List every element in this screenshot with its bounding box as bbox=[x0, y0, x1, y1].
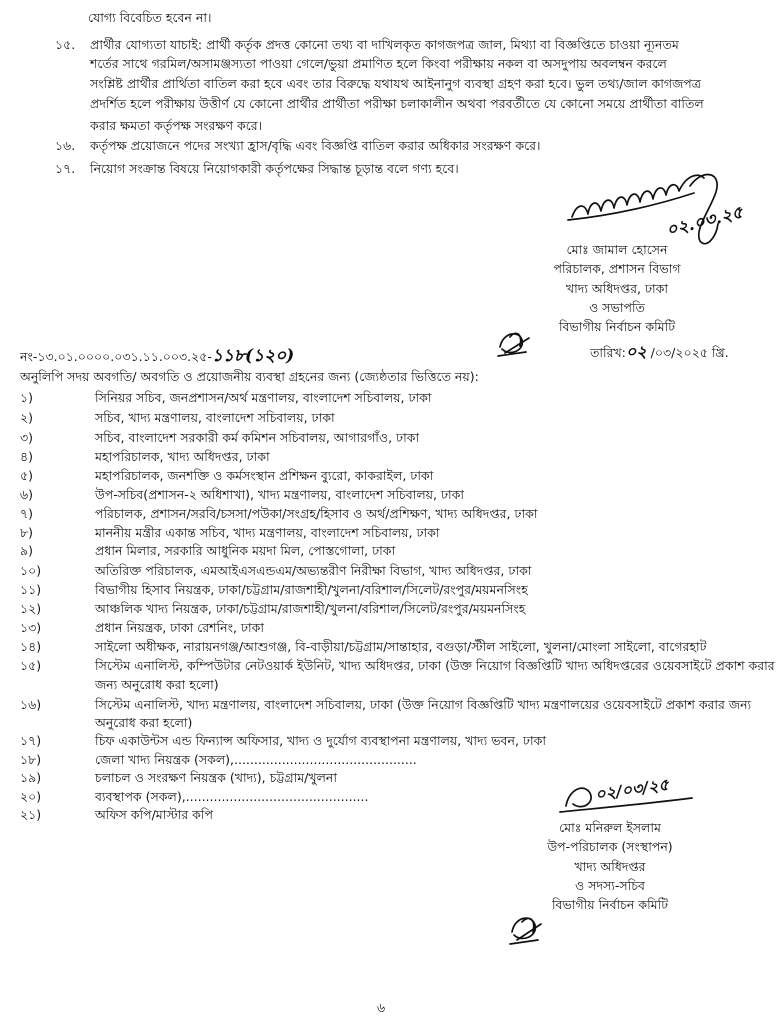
page-number: ৬ bbox=[377, 1000, 386, 1015]
signatory-designation: উপ-পরিচালক (সংস্থাপন) bbox=[547, 839, 673, 855]
initials-2 bbox=[510, 918, 541, 944]
copy-list-text: সিস্টেম এনালিস্ট, খাদ্য মন্ত্রণালয়, বাংলাদেশ সচিবালয়, ঢাকা (উক্ত নিয়োগ বিজ্ঞপ্তিটি খাদ্য মন্ত্রণালয়ের ওয়েবসাইটে প্রকাশ করার জন্য bbox=[95, 697, 752, 712]
copy-list-text: পরিচালক, প্রশাসন/সরবি/চসসা/পউকা/সংগ্রহ/হিসাব ও অর্থ/প্রশিক্ষণ, খাদ্য অধিদপ্তর, ঢাকা bbox=[95, 506, 538, 521]
copy-list-number: ২০) bbox=[20, 789, 42, 804]
clause-text-line: কর্তৃপক্ষ প্রয়োজনে পদের সংখ্যা হ্রাস/বৃদ্ধি এবং বিজ্ঞপ্তি বাতিল করার অধিকার সংরক্ষণ করে। bbox=[90, 138, 541, 153]
copy-list-number: ১৪) bbox=[20, 639, 42, 654]
signature-1-loops bbox=[572, 175, 704, 217]
copy-list-text: অনুরোধ করা হলো) bbox=[95, 715, 193, 730]
memo-date bbox=[590, 344, 729, 361]
clause-text-line: সংশ্লিষ্ট প্রার্থীর প্রার্থিতা বাতিল করা হবে এবং তার বিরুদ্ধে যথাযথ আইনানুগ ব্যবস্থা গ্রহণ করা হবে। ভুল তথ্য/জাল কাগজপত্র bbox=[90, 76, 701, 91]
copy-list-text: অতিরিক্ত পরিচালক, এমআইএসএন্ডএম/অভ্যন্তরীণ নিরীক্ষা বিভাগ, খাদ্য অধিদপ্তর, ঢাকা bbox=[95, 563, 532, 578]
memo-date-rest: /০৩/২০২৫ খ্রি. bbox=[646, 345, 729, 360]
copy-list-text: সিস্টেম এনালিস্ট, কম্পিউটার নেটওয়ার্ক ইউনিট, খাদ্য অধিদপ্তর, ঢাকা (উক্ত নিয়োগ বিজ্ঞপ্তিটি খাদ্য অধিদপ্তরের ওয়েবসাইটে প্রকাশ করার bbox=[95, 658, 775, 673]
memo-number bbox=[20, 348, 294, 365]
signatory-role: ও সদস্য-সচিব bbox=[575, 877, 645, 893]
copy-list-number: ২) bbox=[20, 410, 34, 425]
clause-number: ১৭. bbox=[55, 161, 76, 176]
clause-text-line: শর্তের সাথে গরমিল/অসামঞ্জস্যতা পাওয়া গেলে/ভুয়া প্রমাণিত হলে কিংবা পরীক্ষায় নকল বা অসদুপায় অবলম্বন করলে bbox=[90, 56, 667, 71]
copy-list-text: প্রধান নিয়ন্ত্রক, ঢাকা রেশনিং, ঢাকা bbox=[95, 620, 264, 635]
signature-1-flourish bbox=[690, 175, 718, 244]
signatory-committee: বিভাগীয় নির্বাচন কমিটি bbox=[558, 319, 676, 335]
copy-list-number: ১৩) bbox=[20, 620, 42, 635]
signatory-office: খাদ্য অধিদপ্তর bbox=[574, 858, 646, 874]
copy-list-number: ৪) bbox=[20, 449, 33, 464]
signature-1 bbox=[568, 175, 746, 244]
continuation-line: যোগ্য বিবেচিত হবেন না। bbox=[88, 10, 212, 25]
copy-list-number: ৭) bbox=[20, 506, 34, 521]
copy-list-text: মহাপরিচালক, খাদ্য অধিদপ্তর, ঢাকা bbox=[95, 449, 270, 464]
signature-2-date: ০২/০৩/২৫ bbox=[593, 774, 670, 804]
copy-list-number: ৬) bbox=[20, 487, 34, 502]
signatory-office: খাদ্য অধিদপ্তর, ঢাকা bbox=[565, 280, 669, 296]
clause-text-line: নিয়োগ সংক্রান্ত বিষয়ে নিয়োগকারী কর্তৃপক্ষের সিদ্ধান্ত চূড়ান্ত বলে গণ্য হবে। bbox=[90, 161, 459, 176]
copy-list-number: ১৮) bbox=[20, 752, 42, 767]
copy-list-text: জেলা খাদ্য নিয়ন্ত্রক (সকল),.............................................. bbox=[95, 752, 417, 767]
signatory-name: মোঃ জামাল হোসেন bbox=[566, 242, 668, 257]
copy-list-number: ১০) bbox=[20, 563, 42, 578]
signature-1-date: ০২.০৩.২৫ bbox=[664, 202, 746, 241]
signatory-committee: বিভাগীয় নির্বাচন কমিটি bbox=[551, 897, 669, 913]
copy-list-text: সচিব, বাংলাদেশ সরকারী কর্ম কমিশন সচিবালয়, আগারগাঁও, ঢাকা bbox=[95, 430, 420, 445]
copy-intro: অনুলিপি সদয় অবগতি/ অবগতি ও প্রয়োজনীয় ব্যবস্থা গ্রহনের জন্য (জ্যেষ্ঠতার ভিত্তিতে নয়): bbox=[20, 369, 479, 384]
copy-list-text: সাইলো অধীক্ষক, নারায়নগঞ্জ/আশুগঞ্জ, বি-বাড়ীয়া/চট্টগ্রাম/সান্তাহার, বগুড়া/স্টীল সাইলো, খুলনা/মোংলা সাইলো, বাগেরহাট bbox=[95, 639, 707, 654]
signature-1-baseline bbox=[568, 193, 694, 220]
copy-list-number: ২১) bbox=[20, 807, 42, 822]
copy-list-number: ১৬) bbox=[20, 697, 42, 712]
copy-list-number: ১২) bbox=[20, 601, 42, 616]
copy-list-text: জন্য অনুরোধ করা হলো) bbox=[95, 677, 219, 692]
signatory-role: ও সভাপতি bbox=[589, 299, 645, 315]
memo-number-prefix: নং-১৩.০১.০০০০.০৩১.১১.০০৩.২৫- bbox=[20, 349, 212, 364]
memo-date-day: ০২ bbox=[625, 342, 647, 361]
copy-list-text: সিনিয়র সচিব, জনপ্রশাসন/অর্থ মন্ত্রণালয়, বাংলাদেশ সচিবালয়, ঢাকা bbox=[95, 390, 432, 405]
copy-list-number: ৩) bbox=[20, 430, 34, 445]
memo-date-label: তারিখ: bbox=[590, 345, 626, 360]
copy-list-text: অফিস কপি/মাস্টার কপি bbox=[95, 807, 213, 822]
copy-list-text: আঞ্চলিক খাদ্য নিয়ন্ত্রক, ঢাকা/চট্টগ্রাম/রাজশাহী/খুলনা/বরিশাল/সিলেট/রংপুর/ময়মনসিংহ bbox=[95, 601, 526, 616]
copy-list-number: ১৫) bbox=[20, 658, 42, 673]
signatory-2-block bbox=[500, 820, 720, 916]
clause-text-line: করার ক্ষমতা কর্তৃপক্ষ সংরক্ষণ করে। bbox=[90, 118, 263, 133]
copy-list-number: ৮) bbox=[20, 525, 33, 540]
signatory-designation: পরিচালক, প্রশাসন বিভাগ bbox=[553, 261, 681, 277]
copy-list-text: চিফ একাউন্টস এন্ড ফিন্যান্স অফিসার, খাদ্য ও দুর্যোগ ব্যবস্থাপনা মন্ত্রণালয়, খাদ্য ভবন, ঢাকা bbox=[95, 733, 546, 748]
copy-list-text: প্রধান মিলার, সরকারি আধুনিক ময়দা মিল, পোস্তগোলা, ঢাকা bbox=[95, 543, 396, 558]
signature-2-stroke bbox=[560, 788, 692, 812]
clause-number: ১৫. bbox=[55, 37, 76, 52]
signatory-1-block bbox=[507, 242, 727, 338]
copy-list-text: সচিব, খাদ্য মন্ত্রণালয়, বাংলাদেশ সচিবালয়, ঢাকা bbox=[95, 410, 335, 425]
copy-list-number: ৫) bbox=[20, 468, 33, 483]
clause-text-line: প্রার্থীর যোগ্যতা যাচাই: প্রার্থী কর্তৃক প্রদত্ত কোনো তথ্য বা দাখিলকৃত কাগজপত্র জাল, মিথ্যা বা বিজ্ঞপ্তিতে চাওয়া ন্যূনতম bbox=[90, 37, 679, 52]
copy-list-text: বিভাগীয় হিসাব নিয়ন্ত্রক, ঢাকা/চট্টগ্রাম/রাজশাহী/খুলনা/বরিশাল/সিলেট/রংপুর/ময়মনসিংহ bbox=[95, 582, 528, 597]
copy-list-number: ৯) bbox=[20, 543, 33, 558]
copy-list-text: চলাচল ও সংরক্ষণ নিয়ন্ত্রক (খাদ্য), চট্টগ্রাম/খুলনা bbox=[95, 770, 337, 785]
clause-text-line: প্রদর্শিত হলে পরীক্ষায় উত্তীর্ণ যে কোনো প্রার্থীর প্রার্থীতা পরীক্ষা চলাকালীন অথবা পরবর্তীতে যে কোনো সময়ে প্রার্থীতা বাতিল bbox=[90, 96, 704, 111]
copy-list-text: উপ-সচিব(প্রশাসন-২ অধিশাখা), খাদ্য মন্ত্রণালয়, বাংলাদেশ সচিবালয়, ঢাকা bbox=[95, 487, 465, 502]
copy-list-number: ১৭) bbox=[20, 733, 42, 748]
copy-list-text: মাননীয় মন্ত্রীর একান্ত সচিব, খাদ্য মন্ত্রণালয়, বাংলাদেশ সচিবালয়, ঢাকা bbox=[95, 525, 440, 540]
copy-list-text: মহাপরিচালক, জনশক্তি ও কর্মসংস্থান প্রশিক্ষন ব্যুরো, কাকরাইল, ঢাকা bbox=[95, 468, 434, 483]
memo-number-handwritten: ১১৮(১২০) bbox=[211, 346, 295, 366]
copy-list-number: ১১) bbox=[20, 582, 42, 597]
copy-list-number: ১) bbox=[20, 390, 33, 405]
clause-number: ১৬. bbox=[55, 138, 76, 153]
copy-list-number: ১৯) bbox=[20, 770, 42, 785]
signatory-name: মোঃ মনিরুল ইসলাম bbox=[559, 820, 661, 835]
copy-list-text: ব্যবস্থাপক (সকল),.............................................. bbox=[95, 789, 369, 804]
signature-2 bbox=[560, 775, 692, 812]
